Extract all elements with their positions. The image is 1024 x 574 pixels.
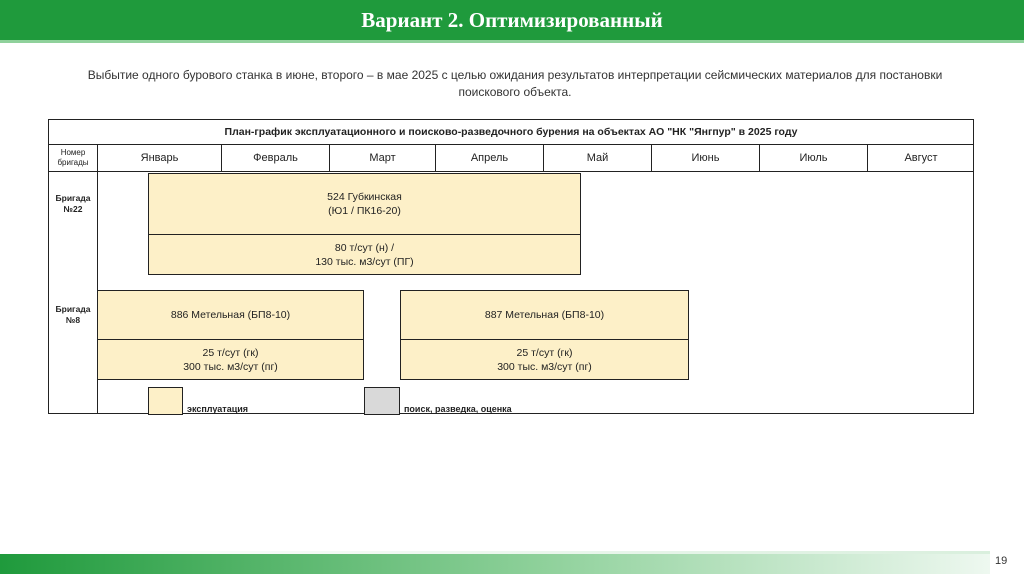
month-header-apr: Апрель [436,145,544,172]
task-887-name: 887 Метельная (БП8-10) [400,290,689,340]
task-524-rate: 80 т/сут (н) / 130 тыс. м3/сут (ПГ) [148,234,581,275]
slide-subtitle: Выбытие одного бурового станка в июне, второго – в мае 2025 с целью ожидания результатов интерпретации сейсмических материалов для постановки поискового объекта. [87,68,943,99]
month-header-mar: Март [330,145,436,172]
month-header-jan: Январь [98,145,222,172]
task-887-rate: 25 т/сут (гк) 300 тыс. м3/сут (пг) [400,339,689,380]
brigade-22-label: Бригада №22 [55,193,91,214]
month-header-feb: Февраль [222,145,330,172]
legend-exploitation-swatch [148,387,183,415]
legend-exploration-swatch [364,387,400,415]
month-header-jun: Июнь [652,145,760,172]
brigade-column-header: Номер бригады [49,145,98,172]
gantt-title: План-график эксплуатационного и поисково-разведочного бурения на объектах АО "НК "Янгпур" в 2025 году [49,120,973,145]
task-886-rate: 25 т/сут (гк) 300 тыс. м3/сут (пг) [97,339,364,380]
legend-exploration-label: поиск, разведка, оценка [404,404,512,414]
month-header-may: Май [544,145,652,172]
month-header-aug: Август [868,145,974,172]
page-number: 19 [995,555,1008,567]
task-524-name: 524 Губкинская (Ю1 / ПК16-20) [148,173,581,235]
legend-exploitation-label: эксплуатация [187,404,249,414]
task-886-name: 886 Метельная (БП8-10) [97,290,364,340]
slide-title: Вариант 2. Оптимизированный [361,7,663,32]
title-bar [0,0,1024,43]
footer-bar [0,551,990,574]
brigade-8-label: Бригада №8 [55,304,91,325]
month-header-jul: Июль [760,145,868,172]
gantt-chart [48,119,974,414]
